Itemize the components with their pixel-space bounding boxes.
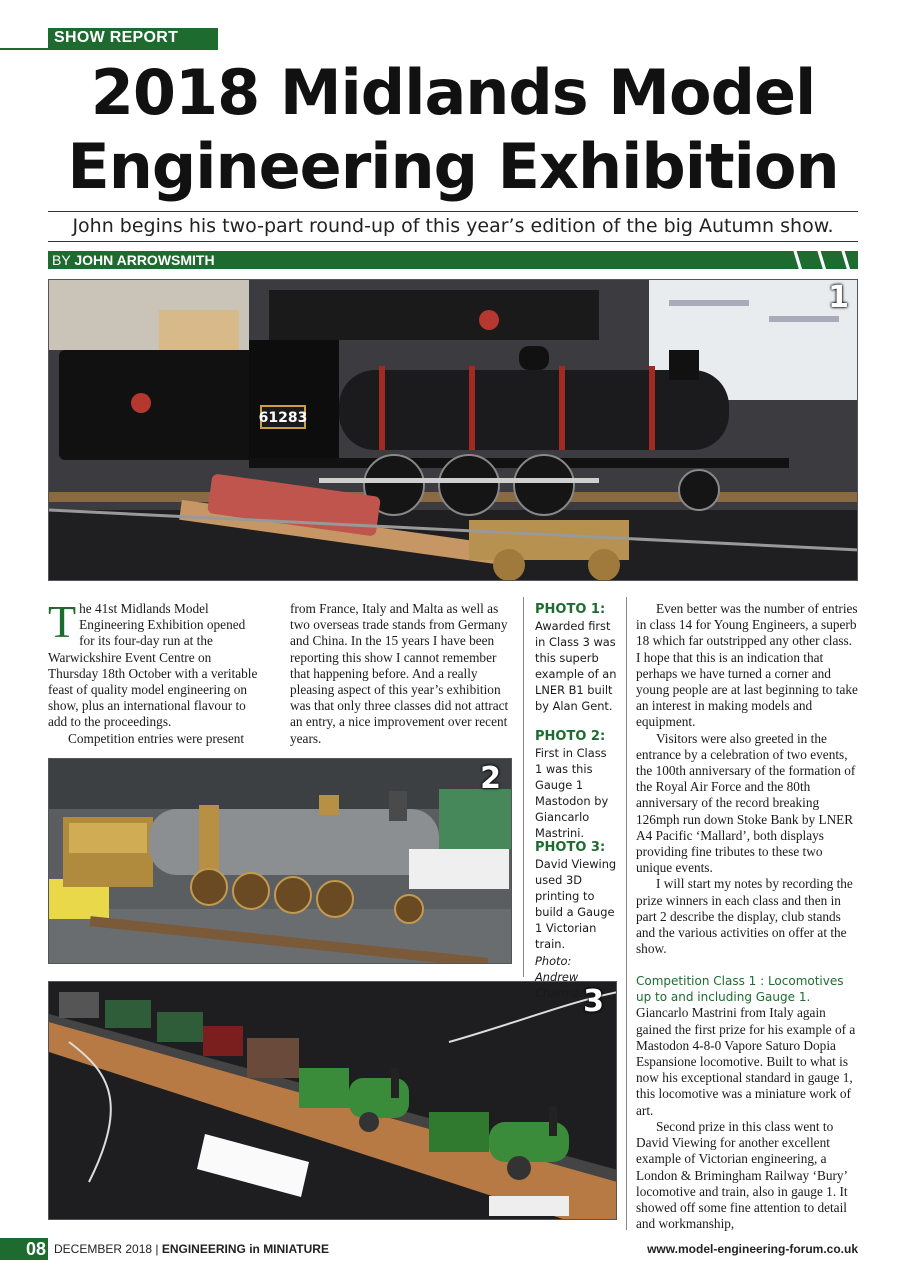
page-number: 08 bbox=[0, 1238, 48, 1260]
caption-photo-2 bbox=[535, 728, 617, 842]
caption-3-heading: PHOTO 3: bbox=[535, 840, 606, 855]
page-title bbox=[30, 56, 876, 204]
col4-subheading: Competition Class 1 : Locomotives up to and including Gauge 1. bbox=[636, 974, 844, 1005]
footer-issue-date: DECEMBER 2018 | bbox=[54, 1242, 159, 1256]
byline-prefix: BY bbox=[52, 252, 71, 268]
col4-paragraph-3: I will start my notes by recording the prize winners in each class and then in part 2 describe the display, club stands and the various activities on offer at the show. bbox=[636, 876, 853, 957]
caption-3-text: David Viewing used 3D printing to build a Gauge 1 Victorian train. bbox=[535, 857, 617, 952]
photo-3-number: 3 bbox=[583, 984, 604, 1019]
byline-author: JOHN ARROWSMITH bbox=[74, 252, 215, 268]
caption-2-heading: PHOTO 2: bbox=[535, 729, 606, 744]
photo-1 bbox=[48, 279, 858, 581]
col4-paragraph-5: Second prize in this class went to David Viewing for another excellent example of Victorian engineering, a London & Brimingham Railway ‘Bury’ locomotive and train, also in gauge 1. It showed off some fine attention to detail and workmanship, bbox=[636, 1118, 848, 1232]
column-2 bbox=[290, 601, 514, 747]
standfirst: John begins his two-part round-up of this year’s edition of the big Autumn show. bbox=[72, 215, 834, 237]
column-divider bbox=[523, 597, 524, 977]
byline-bar bbox=[48, 251, 858, 269]
photo-2 bbox=[48, 758, 512, 964]
drop-cap: T bbox=[48, 596, 77, 647]
footer-website: www.model-engineering-forum.co.uk bbox=[647, 1242, 858, 1256]
footer-magazine-name: ENGINEERING in MINIATURE bbox=[161, 1242, 329, 1256]
loco-number-plate: 61283 bbox=[258, 410, 308, 426]
title-line-1: 2018 Midlands Model bbox=[90, 56, 816, 129]
photo-2-number: 2 bbox=[480, 761, 501, 796]
caption-2-text: First in Class 1 was this Gauge 1 Mastodon by Giancarlo Mastrini. bbox=[535, 746, 609, 841]
photo-1-number: 1 bbox=[828, 280, 849, 315]
byline-slashes-decoration bbox=[788, 251, 854, 269]
column-4 bbox=[636, 601, 858, 1232]
photo-2-illustration bbox=[49, 759, 512, 964]
col1-paragraph-2: Competition entries were present bbox=[68, 730, 245, 746]
col4-paragraph-1: Even better was the number of entries in class 14 for Young Engineers, a superb 18 which far outstripped any other class. I hope that this is an indication that perhaps we have turned a corner and young people are at last beginning to take an interest in making models and equipment. bbox=[636, 601, 858, 730]
column-1 bbox=[48, 596, 260, 747]
title-line-2: Engineering Exhibition bbox=[67, 130, 839, 203]
caption-photo-3 bbox=[535, 839, 617, 1001]
section-tag: SHOW REPORT bbox=[48, 28, 218, 48]
footer-issue bbox=[54, 1240, 329, 1258]
standfirst-rule-bottom bbox=[48, 241, 858, 242]
caption-1-text: Awarded first in Class 3 was this superb example of an LNER B1 built by Alan Gent. bbox=[535, 619, 617, 714]
col1-paragraph-1: he 41st Midlands Model Engineering Exhibition opened for its four-day run at the Warwickshire Event Centre on Thursday 18th October with a veritable feast of quality model engineering on show, plus an international flavour to add to the proceedings. bbox=[48, 601, 258, 730]
photo-3-illustration bbox=[49, 982, 617, 1220]
caption-1-heading: PHOTO 1: bbox=[535, 602, 606, 617]
col4-paragraph-2: Visitors were also greeted in the entrance by a celebration of two events, the 100th anniversary of the formation of the Royal Air Force and the 80th anniversary of the record breaking 126mph run down Stoke Bank by LNER A4 Pacific ‘Mallard’, both displays providing fine tributes to these two unique events. bbox=[636, 730, 856, 876]
column-divider bbox=[626, 597, 627, 1230]
photo-3 bbox=[48, 981, 617, 1220]
col2-paragraph-1: from France, Italy and Malta as well as two overseas trade stands from Germany and China. In the 15 years I have been reporting this show I cannot remember that happening before. And a really pleasing aspect of this year’s exhibition was that only three classes did not attract an entry, a nice improvement over recent years. bbox=[290, 601, 509, 746]
caption-3-credit: Photo: Andrew Charman. bbox=[535, 953, 591, 1000]
section-rule bbox=[0, 48, 218, 50]
col4-paragraph-4: Giancarlo Mastrini from Italy again gained the first prize for his example of a Mastodon 4-8-0 Vapore Saturo Dopia Espansione locomotive. Built to what is now his exceptional standard in gauge 1, this locomotive was a miniature work of art. bbox=[636, 1005, 856, 1118]
caption-photo-1 bbox=[535, 601, 617, 715]
photo-1-illustration bbox=[49, 280, 858, 581]
